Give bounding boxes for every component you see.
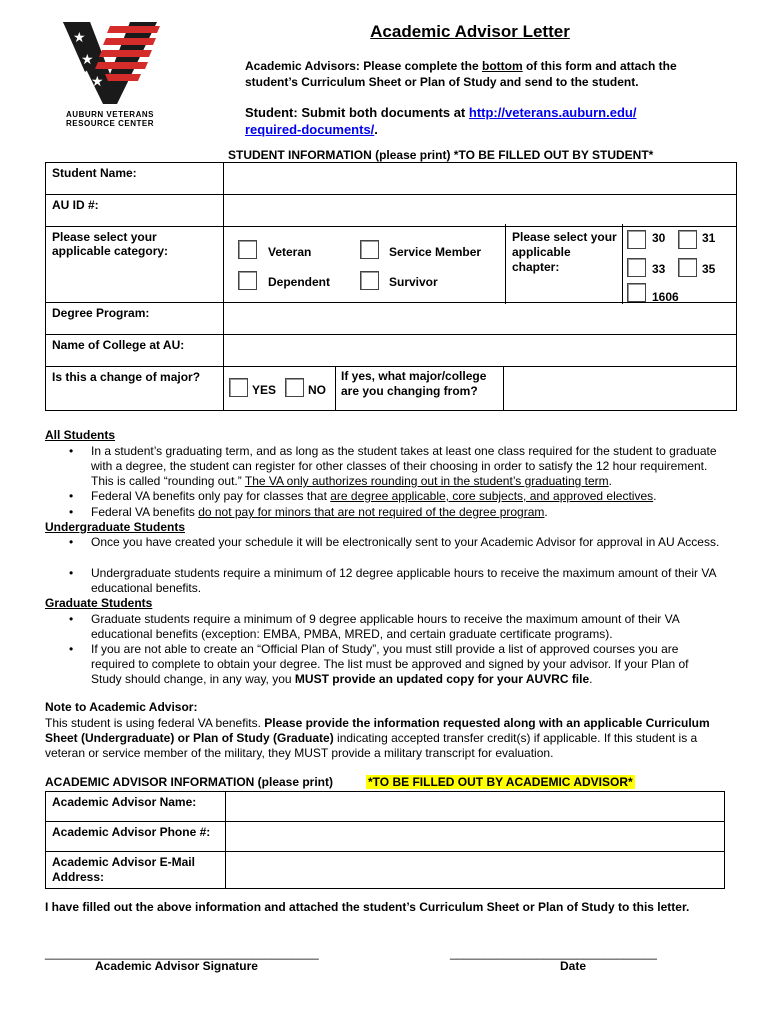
change-major-label: Is this a change of major? xyxy=(46,367,224,411)
all-bullet-1: • In a student’s graduating term, and as long as the student takes at least one class required for the student to graduate with a degree, the student can register for other classes of their choosing in order to satisfy the 12 hour requirement. This is called “rounding out.” The VA only authorizes rounding out in the student’s graduating term. xyxy=(69,444,717,488)
change-divider xyxy=(335,366,336,410)
change-question: If yes, what major/college are you changing from? xyxy=(341,369,487,398)
advisor-header-highlight: *TO BE FILLED OUT BY ACADEMIC ADVISOR* xyxy=(368,775,633,789)
intro-text-end: of this form and attach the xyxy=(522,59,677,73)
submit-end: . xyxy=(374,122,378,137)
advisor-phone-label: Academic Advisor Phone #: xyxy=(46,822,226,852)
advisor-phone-field[interactable] xyxy=(226,822,725,852)
yes-checkbox[interactable] xyxy=(229,378,248,397)
svg-text:★: ★ xyxy=(73,30,86,46)
veteran-label: Veteran xyxy=(268,245,312,259)
degree-field[interactable] xyxy=(224,303,737,335)
signature-label: Academic Advisor Signature xyxy=(95,959,258,973)
veteran-checkbox[interactable] xyxy=(238,240,257,259)
ug-bullet-2: • Undergraduate students require a minimum of 12 degree applicable hours to receive the maximum amount of their VA educational benefits. xyxy=(69,566,716,595)
gr-bullet-1: • Graduate students require a minimum of 9 degree applicable hours to receive the maximum amount of their VA educational benefits (exception: EMBA, PMBA, MRED, and certain graduate certificate programs). xyxy=(69,612,680,641)
chapter-31-label: 31 xyxy=(702,231,716,245)
logo-v-graphic xyxy=(55,12,165,107)
all-bullet-3: • Federal VA benefits do not pay for minors that are not required of the degree program. xyxy=(69,505,548,519)
submit-link[interactable]: http://veterans.auburn.edu/ required-documents/ xyxy=(245,105,637,137)
signature-line[interactable]: _________________________________________ xyxy=(45,946,319,960)
dependent-label: Dependent xyxy=(268,275,331,289)
logo-text-2: RESOURCE CENTER xyxy=(66,119,154,128)
intro-line-1 xyxy=(245,58,677,74)
submit-text: Student: Submit both documents at xyxy=(245,105,469,120)
logo-text-1: AUBURN VETERANS xyxy=(66,110,154,119)
chapter-label: Please select your applicable chapter: xyxy=(512,230,617,274)
chapter-30-checkbox[interactable] xyxy=(627,230,646,249)
advisor-name-field[interactable] xyxy=(226,792,725,822)
certification-statement: I have filled out the above information and attached the student’s Curriculum Sheet or Plan of Study to this letter. xyxy=(45,900,690,914)
advisor-name-label: Academic Advisor Name: xyxy=(46,792,226,822)
au-id-field[interactable] xyxy=(224,195,737,227)
all-students-title: All Students xyxy=(45,428,116,442)
ug-bullet-1: • Once you have created your schedule it will be electronically sent to your Academic Advisor for approval in AU Access. xyxy=(69,535,720,549)
chapter-35-checkbox[interactable] xyxy=(678,258,697,277)
student-section-header: STUDENT INFORMATION (please print) *TO BE FILLED OUT BY STUDENT* xyxy=(228,148,654,162)
service-member-checkbox[interactable] xyxy=(360,240,379,259)
survivor-label: Survivor xyxy=(389,275,438,289)
intro-text: Academic Advisors: Please complete the xyxy=(245,59,482,73)
svg-text:★: ★ xyxy=(81,52,94,68)
intro-line-2: student’s Curriculum Sheet or Plan of Study and send to the student. xyxy=(245,75,639,89)
note-body: This student is using federal VA benefits. Please provide the information requested along with an applicable Curriculum Sheet (Undergraduate) or Plan of Study (Graduate) indicating accepted transfer credit(s) if applicable. If this student is a veteran or service member of the military, they MUST provide a military transcript for evaluation. xyxy=(45,716,710,760)
chapter-divider-2 xyxy=(622,224,623,304)
chapter-33-checkbox[interactable] xyxy=(627,258,646,277)
advisor-section-header: ACADEMIC ADVISOR INFORMATION (please print) xyxy=(45,775,334,789)
chapter-31-checkbox[interactable] xyxy=(678,230,697,249)
submit-instructions xyxy=(245,104,695,138)
student-name-label: Student Name: xyxy=(46,163,224,195)
note-title: Note to Academic Advisor: xyxy=(45,700,198,714)
date-line[interactable]: _______________________________ xyxy=(450,946,657,960)
advisor-info-table xyxy=(45,791,725,889)
change-divider-2 xyxy=(503,366,504,410)
college-label: Name of College at AU: xyxy=(46,335,224,367)
dependent-checkbox[interactable] xyxy=(238,271,257,290)
gr-bullet-2: • If you are not able to create an “Official Plan of Study”, you must still provide a list of approved courses you are required to complete to obtain your degree. The list must be approved and signed by your advisor. If your Plan of Study should change, in any way, you MUST provide an updated copy for your AUVRC file. xyxy=(69,642,689,686)
undergrad-title: Undergraduate Students xyxy=(45,520,186,534)
auvrc-logo xyxy=(55,12,165,127)
chapter-1606-label: 1606 xyxy=(652,290,679,304)
date-label: Date xyxy=(560,959,587,973)
chapter-30-label: 30 xyxy=(652,231,666,245)
survivor-checkbox[interactable] xyxy=(360,271,379,290)
no-checkbox[interactable] xyxy=(285,378,304,397)
college-field[interactable] xyxy=(224,335,737,367)
all-bullet-2: • Federal VA benefits only pay for classes that are degree applicable, core subjects, and approved electives. xyxy=(69,489,657,503)
svg-text:★: ★ xyxy=(91,74,104,90)
intro-emphasis: bottom xyxy=(481,59,523,73)
degree-label: Degree Program: xyxy=(46,303,224,335)
chapter-33-label: 33 xyxy=(652,262,666,276)
chapter-1606-checkbox[interactable] xyxy=(627,283,646,302)
service-member-label: Service Member xyxy=(389,245,482,259)
chapter-divider xyxy=(505,224,506,304)
graduate-title: Graduate Students xyxy=(45,596,153,610)
advisor-email-label: Academic Advisor E-Mail Address: xyxy=(46,852,226,889)
chapter-35-label: 35 xyxy=(702,262,716,276)
advisor-email-field[interactable] xyxy=(226,852,725,889)
student-name-field[interactable] xyxy=(224,163,737,195)
yes-label: YES xyxy=(252,383,277,397)
au-id-label: AU ID #: xyxy=(46,195,224,227)
no-label: NO xyxy=(308,383,326,397)
page-title: Academic Advisor Letter xyxy=(370,22,570,41)
category-label: Please select your applicable category: xyxy=(46,227,224,303)
